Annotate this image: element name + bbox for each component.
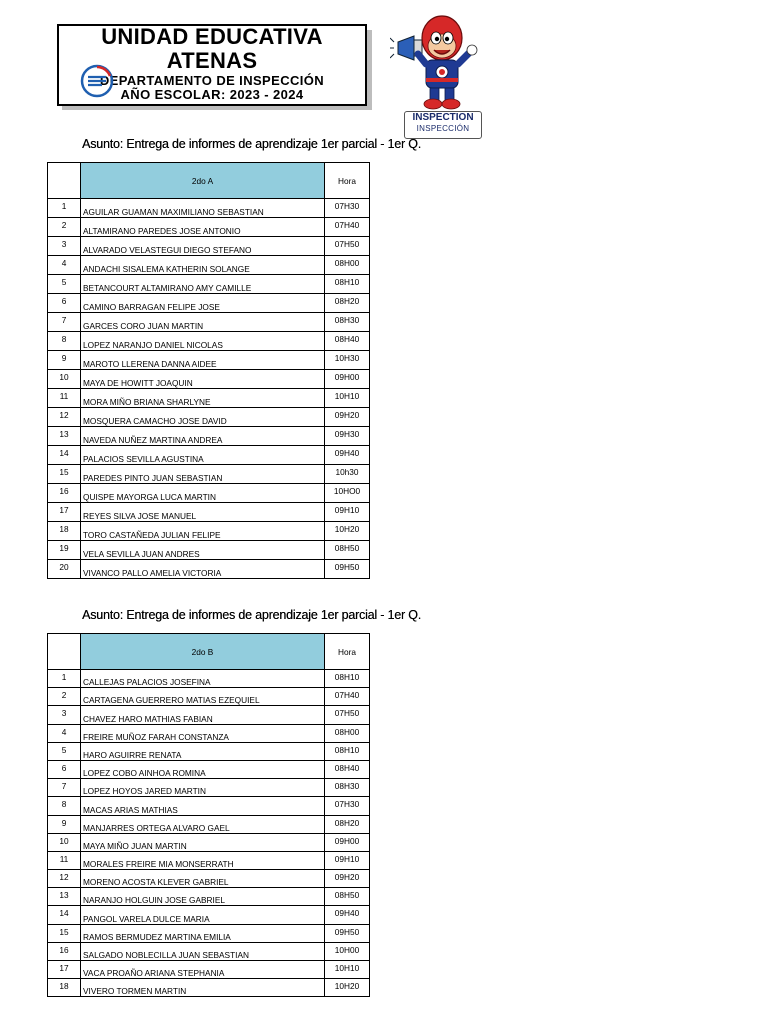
table-row xyxy=(48,760,370,778)
table-row xyxy=(48,275,370,294)
student-name: QUISPE MAYORGA LUCA MARTIN xyxy=(81,484,325,503)
table-header-row xyxy=(48,163,370,199)
delivery-time: 08H10 xyxy=(325,275,370,294)
delivery-time: 09H10 xyxy=(325,851,370,869)
student-name: RAMOS BERMUDEZ MARTINA EMILIA xyxy=(81,924,325,942)
delivery-time: 08H10 xyxy=(325,742,370,760)
student-name: AGUILAR GUAMAN MAXIMILIANO SEBASTIAN xyxy=(81,199,325,218)
row-number: 16 xyxy=(48,942,81,960)
table-row xyxy=(48,427,370,446)
row-number: 1 xyxy=(48,670,81,688)
table-row xyxy=(48,503,370,522)
row-number: 12 xyxy=(48,408,81,427)
table-row xyxy=(48,833,370,851)
row-number: 10 xyxy=(48,833,81,851)
table-row xyxy=(48,688,370,706)
delivery-time: 09H50 xyxy=(325,924,370,942)
row-number: 11 xyxy=(48,851,81,869)
table-row xyxy=(48,851,370,869)
delivery-time: 10h30 xyxy=(325,465,370,484)
row-number: 5 xyxy=(48,742,81,760)
row-number: 9 xyxy=(48,351,81,370)
student-name: VIVANCO PALLO AMELIA VICTORIA xyxy=(81,560,325,579)
row-number: 1 xyxy=(48,199,81,218)
hora-header: Hora xyxy=(325,634,370,670)
table-row xyxy=(48,942,370,960)
table-row xyxy=(48,199,370,218)
delivery-time: 08H30 xyxy=(325,779,370,797)
delivery-time: 10HO0 xyxy=(325,484,370,503)
student-name: CALLEJAS PALACIOS JOSEFINA xyxy=(81,670,325,688)
delivery-time: 08H20 xyxy=(325,294,370,313)
table-row xyxy=(48,446,370,465)
roster-table-2do-a xyxy=(47,162,370,579)
school-logo-icon xyxy=(80,64,114,98)
student-name: VACA PROAÑO ARIANA STEPHANIA xyxy=(81,961,325,979)
row-number: 6 xyxy=(48,760,81,778)
row-number: 9 xyxy=(48,815,81,833)
delivery-time: 08H50 xyxy=(325,541,370,560)
delivery-time: 08H10 xyxy=(325,670,370,688)
row-number: 4 xyxy=(48,724,81,742)
table-row xyxy=(48,332,370,351)
student-name: LOPEZ NARANJO DANIEL NICOLAS xyxy=(81,332,325,351)
row-number: 12 xyxy=(48,870,81,888)
student-name: VIVERO TORMEN MARTIN xyxy=(81,979,325,997)
student-name: MAYA MIÑO JUAN MARTIN xyxy=(81,833,325,851)
section-b-subject: Asunto: Entrega de informes de aprendizaje 1er parcial - 1er Q. xyxy=(82,608,421,622)
table-row xyxy=(48,724,370,742)
student-name: VELA SEVILLA JUAN ANDRES xyxy=(81,541,325,560)
table-row xyxy=(48,742,370,760)
delivery-time: 07H30 xyxy=(325,199,370,218)
delivery-time: 10H30 xyxy=(325,351,370,370)
student-name: CHAVEZ HARO MATHIAS FABIAN xyxy=(81,706,325,724)
delivery-time: 07H50 xyxy=(325,706,370,724)
delivery-time: 09H30 xyxy=(325,427,370,446)
table-row xyxy=(48,706,370,724)
student-name: REYES SILVA JOSE MANUEL xyxy=(81,503,325,522)
table-row xyxy=(48,924,370,942)
delivery-time: 07H40 xyxy=(325,688,370,706)
student-name: ALTAMIRANO PAREDES JOSE ANTONIO xyxy=(81,218,325,237)
row-number: 3 xyxy=(48,237,81,256)
row-number: 14 xyxy=(48,906,81,924)
delivery-time: 09H40 xyxy=(325,446,370,465)
row-number: 7 xyxy=(48,313,81,332)
student-name: PAREDES PINTO JUAN SEBASTIAN xyxy=(81,465,325,484)
student-name: MOSQUERA CAMACHO JOSE DAVID xyxy=(81,408,325,427)
row-number: 14 xyxy=(48,446,81,465)
delivery-time: 07H40 xyxy=(325,218,370,237)
delivery-time: 08H30 xyxy=(325,313,370,332)
delivery-time: 09H40 xyxy=(325,906,370,924)
delivery-time: 10H20 xyxy=(325,522,370,541)
table-row xyxy=(48,465,370,484)
table-row xyxy=(48,294,370,313)
course-header: 2do A xyxy=(81,163,325,199)
table-row xyxy=(48,797,370,815)
row-number: 3 xyxy=(48,706,81,724)
student-name: NAVEDA NUÑEZ MARTINA ANDREA xyxy=(81,427,325,446)
table-header-row xyxy=(48,634,370,670)
delivery-time: 07H30 xyxy=(325,797,370,815)
delivery-time: 08H00 xyxy=(325,256,370,275)
row-number: 2 xyxy=(48,688,81,706)
delivery-time: 10H10 xyxy=(325,961,370,979)
table-row xyxy=(48,779,370,797)
row-number: 8 xyxy=(48,332,81,351)
student-name: ANDACHI SISALEMA KATHERIN SOLANGE xyxy=(81,256,325,275)
student-name: ALVARADO VELASTEGUI DIEGO STEFANO xyxy=(81,237,325,256)
table-row xyxy=(48,560,370,579)
badge-line2: INSPECCIÓN xyxy=(416,124,470,133)
row-number: 8 xyxy=(48,797,81,815)
roster-table-2do-b xyxy=(47,633,370,997)
student-name: MORA MIÑO BRIANA SHARLYNE xyxy=(81,389,325,408)
row-number: 17 xyxy=(48,961,81,979)
table-row xyxy=(48,541,370,560)
hora-header: Hora xyxy=(325,163,370,199)
table-row xyxy=(48,351,370,370)
table-row xyxy=(48,870,370,888)
delivery-time: 07H50 xyxy=(325,237,370,256)
student-name: PALACIOS SEVILLA AGUSTINA xyxy=(81,446,325,465)
row-number: 11 xyxy=(48,389,81,408)
student-name: PANGOL VARELA DULCE MARIA xyxy=(81,906,325,924)
table-row xyxy=(48,313,370,332)
row-number: 6 xyxy=(48,294,81,313)
row-number: 18 xyxy=(48,522,81,541)
table-row xyxy=(48,979,370,997)
student-name: FREIRE MUÑOZ FARAH CONSTANZA xyxy=(81,724,325,742)
student-name: BETANCOURT ALTAMIRANO AMY CAMILLE xyxy=(81,275,325,294)
row-number: 13 xyxy=(48,888,81,906)
row-number: 2 xyxy=(48,218,81,237)
row-number: 10 xyxy=(48,370,81,389)
delivery-time: 08H40 xyxy=(325,332,370,351)
student-name: SALGADO NOBLECILLA JUAN SEBASTIAN xyxy=(81,942,325,960)
badge-line1: INSPECTION xyxy=(412,112,474,123)
course-header: 2do B xyxy=(81,634,325,670)
table-row xyxy=(48,961,370,979)
delivery-time: 08H40 xyxy=(325,760,370,778)
row-number: 16 xyxy=(48,484,81,503)
table-row xyxy=(48,389,370,408)
department-name: DEPARTAMENTO DE INSPECCIÓN xyxy=(99,73,325,88)
delivery-time: 10H10 xyxy=(325,389,370,408)
row-number: 15 xyxy=(48,465,81,484)
student-name: MORALES FREIRE MIA MONSERRATH xyxy=(81,851,325,869)
student-name: HARO AGUIRRE RENATA xyxy=(81,742,325,760)
delivery-time: 09H10 xyxy=(325,503,370,522)
table-row xyxy=(48,670,370,688)
delivery-time: 08H20 xyxy=(325,815,370,833)
row-number: 7 xyxy=(48,779,81,797)
delivery-time: 09H00 xyxy=(325,370,370,389)
delivery-time: 08H00 xyxy=(325,724,370,742)
inspection-badge xyxy=(404,111,482,139)
table-row xyxy=(48,484,370,503)
delivery-time: 10H00 xyxy=(325,942,370,960)
delivery-time: 09H00 xyxy=(325,833,370,851)
table-row xyxy=(48,237,370,256)
student-name: MAYA DE HOWITT JOAQUIN xyxy=(81,370,325,389)
header-number-cell xyxy=(48,634,81,670)
table-row xyxy=(48,256,370,275)
row-number: 15 xyxy=(48,924,81,942)
table-row xyxy=(48,218,370,237)
row-number: 5 xyxy=(48,275,81,294)
student-name: MORENO ACOSTA KLEVER GABRIEL xyxy=(81,870,325,888)
school-name-line2: ATENAS xyxy=(166,48,258,73)
mascot-icon xyxy=(390,12,490,110)
student-name: GARCES CORO JUAN MARTIN xyxy=(81,313,325,332)
student-name: LOPEZ HOYOS JARED MARTIN xyxy=(81,779,325,797)
table-row xyxy=(48,815,370,833)
delivery-time: 09H50 xyxy=(325,560,370,579)
table-row xyxy=(48,906,370,924)
delivery-time: 09H20 xyxy=(325,408,370,427)
student-name: NARANJO HOLGUIN JOSE GABRIEL xyxy=(81,888,325,906)
student-name: MAROTO LLERENA DANNA AIDEE xyxy=(81,351,325,370)
row-number: 4 xyxy=(48,256,81,275)
student-name: MANJARRES ORTEGA ALVARO GAEL xyxy=(81,815,325,833)
table-row xyxy=(48,408,370,427)
student-name: CAMINO BARRAGAN FELIPE JOSE xyxy=(81,294,325,313)
row-number: 20 xyxy=(48,560,81,579)
row-number: 19 xyxy=(48,541,81,560)
table-row xyxy=(48,370,370,389)
student-name: LOPEZ COBO AINHOA ROMINA xyxy=(81,760,325,778)
student-name: TORO CASTAÑEDA JULIAN FELIPE xyxy=(81,522,325,541)
school-year: AÑO ESCOLAR: 2023 - 2024 xyxy=(120,87,304,102)
section-a-subject: Asunto: Entrega de informes de aprendizaje 1er parcial - 1er Q. xyxy=(82,137,421,151)
delivery-time: 08H50 xyxy=(325,888,370,906)
row-number: 17 xyxy=(48,503,81,522)
table-row xyxy=(48,522,370,541)
header-number-cell xyxy=(48,163,81,199)
student-name: CARTAGENA GUERRERO MATIAS EZEQUIEL xyxy=(81,688,325,706)
table-row xyxy=(48,888,370,906)
delivery-time: 10H20 xyxy=(325,979,370,997)
school-name-line1: UNIDAD EDUCATIVA xyxy=(101,24,323,49)
delivery-time: 09H20 xyxy=(325,870,370,888)
row-number: 13 xyxy=(48,427,81,446)
student-name: MACAS ARIAS MATHIAS xyxy=(81,797,325,815)
row-number: 18 xyxy=(48,979,81,997)
